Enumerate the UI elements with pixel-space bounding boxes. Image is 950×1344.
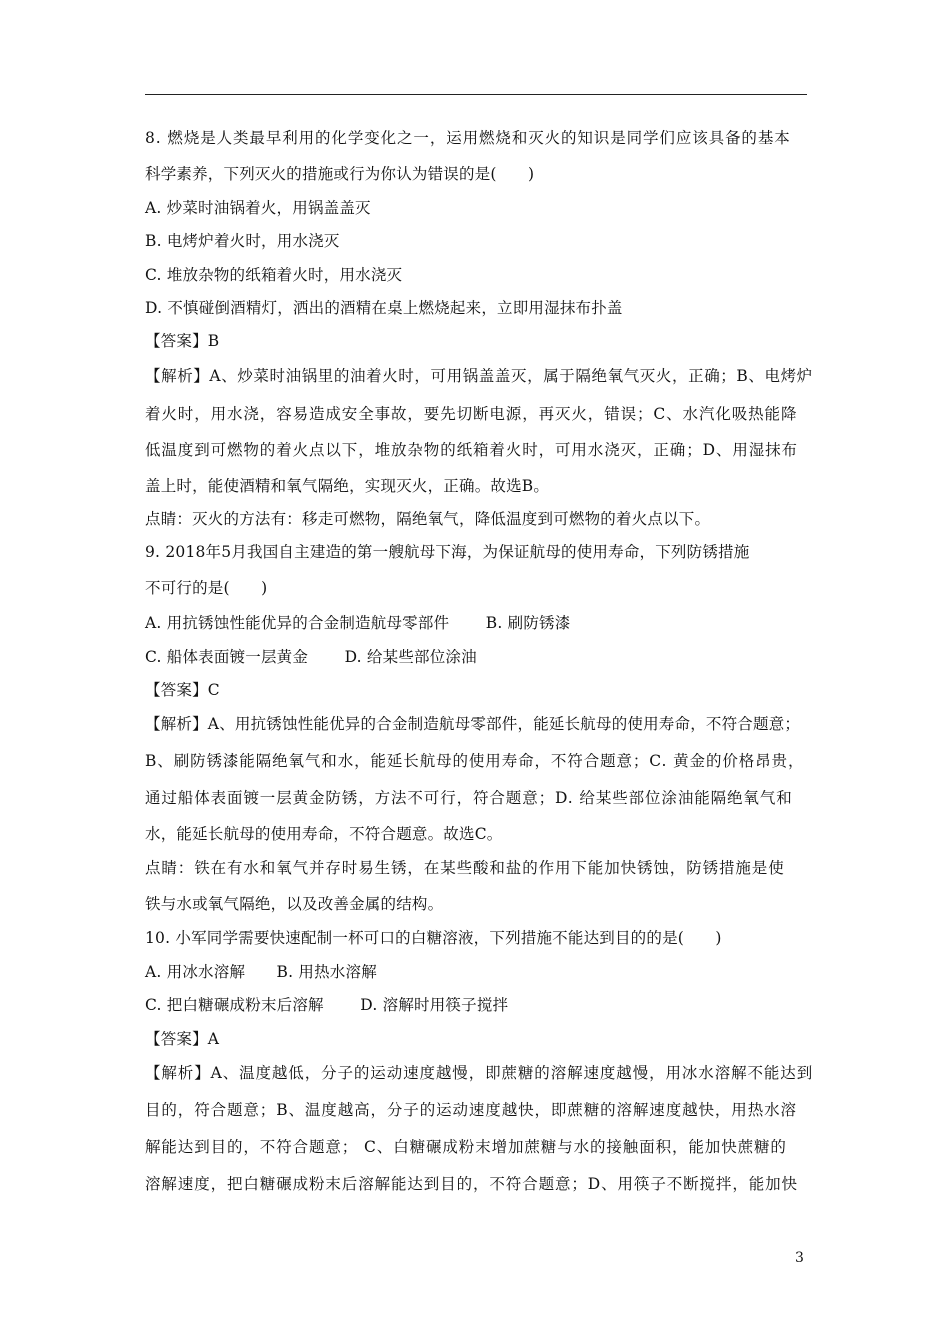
q9-analysis-line-4: 水，能延长航母的使用寿命，不符合题意。故选C。 [145,825,503,843]
q8-stem-line-1: 8. 燃烧是人类最早利用的化学变化之一，运用燃烧和灭火的知识是同学们应该具备的基本 [145,129,791,147]
q10-analysis-line-1: 【解析】A、温度越低，分子的运动速度越慢，即蔗糖的溶解速度越慢，用冰水溶解不能达到 [145,1064,814,1082]
q9-stem-line-1: 9. 2018年5月我国自主建造的第一艘航母下海，为保证航母的使用寿命，下列防锈措施 [145,543,750,561]
q9-stem-line-2: 不可行的是( ) [145,579,268,597]
q9-analysis-line-1: 【解析】A、用抗锈蚀性能优异的合金制造航母零部件，能延长航母的使用寿命，不符合题意； [145,715,801,733]
q9-options-c-d: C. 船体表面镀一层黄金 D. 给某些部位涂油 [145,648,477,666]
q8-analysis-line-4: 盖上时，能使酒精和氧气隔绝，实现灭火，正确。故选B。 [145,477,550,495]
q10-analysis-line-2: 目的，符合题意；B、温度越高，分子的运动速度越快，即蔗糖的溶解速度越快，用热水溶 [145,1101,797,1119]
q8-option-a: A. 炒菜时油锅着火，用锅盖盖灭 [145,199,371,217]
q8-stem-line-2: 科学素养，下列灭火的措施或行为你认为错误的是( ) [145,165,535,183]
q10-analysis-line-4: 溶解速度，把白糖碾成粉末后溶解能达到目的，不符合题意；D、用筷子不断搅拌，能加快 [145,1175,798,1193]
q9-tip-line-2: 铁与水或氧气隔绝，以及改善金属的结构。 [145,895,444,913]
q8-option-d: D. 不慎碰倒酒精灯，洒出的酒精在桌上燃烧起来，立即用湿抹布扑盖 [145,299,623,317]
q9-answer: 【答案】C [145,681,220,699]
q8-analysis-line-3: 低温度到可燃物的着火点以下，堆放杂物的纸箱着火时，可用水浇灭，正确；D、用湿抹布 [145,441,798,459]
q8-analysis-line-2: 着火时，用水浇，容易造成安全事故，要先切断电源，再灭火，错误；C、水汽化吸热能降 [145,405,798,423]
header-rule [145,94,807,95]
q10-options-a-b: A. 用冰水溶解 B. 用热水溶解 [145,963,377,981]
q8-tip: 点睛：灭火的方法有：移走可燃物，隔绝氧气，降低温度到可燃物的着火点以下。 [145,510,711,528]
q8-option-c: C. 堆放杂物的纸箱着火时，用水浇灭 [145,266,403,284]
page-number: 3 [795,1250,804,1266]
q9-options-a-b: A. 用抗锈蚀性能优异的合金制造航母零部件 B. 刷防锈漆 [145,614,571,632]
q8-option-b: B. 电烤炉着火时，用水浇灭 [145,232,340,250]
q8-analysis-line-1: 【解析】A、炒菜时油锅里的油着火时，可用锅盖盖灭，属于隔绝氧气灭火，正确；B、电烤炉 [145,367,813,385]
q8-answer: 【答案】B [145,332,220,350]
q9-analysis-line-3: 通过船体表面镀一层黄金防锈，方法不可行，符合题意；D. 给某些部位涂油能隔绝氧气和 [145,789,793,807]
q9-analysis-line-2: B、刷防锈漆能隔绝氧气和水，能延长航母的使用寿命，不符合题意；C. 黄金的价格昂贵， [145,752,805,770]
q10-options-c-d: C. 把白糖碾成粉末后溶解 D. 溶解时用筷子搅拌 [145,996,509,1014]
q10-answer: 【答案】A [145,1030,220,1048]
q9-tip-line-1: 点睛：铁在有水和氧气并存时易生锈，在某些酸和盐的作用下能加快锈蚀，防锈措施是使 [145,859,785,877]
q10-analysis-line-3: 解能达到目的，不符合题意； C、白糖碾成粉末增加蔗糖与水的接触面积，能加快蔗糖的 [145,1138,787,1156]
q10-stem: 10. 小军同学需要快速配制一杯可口的白糖溶液，下列措施不能达到目的的是( ) [145,929,722,947]
